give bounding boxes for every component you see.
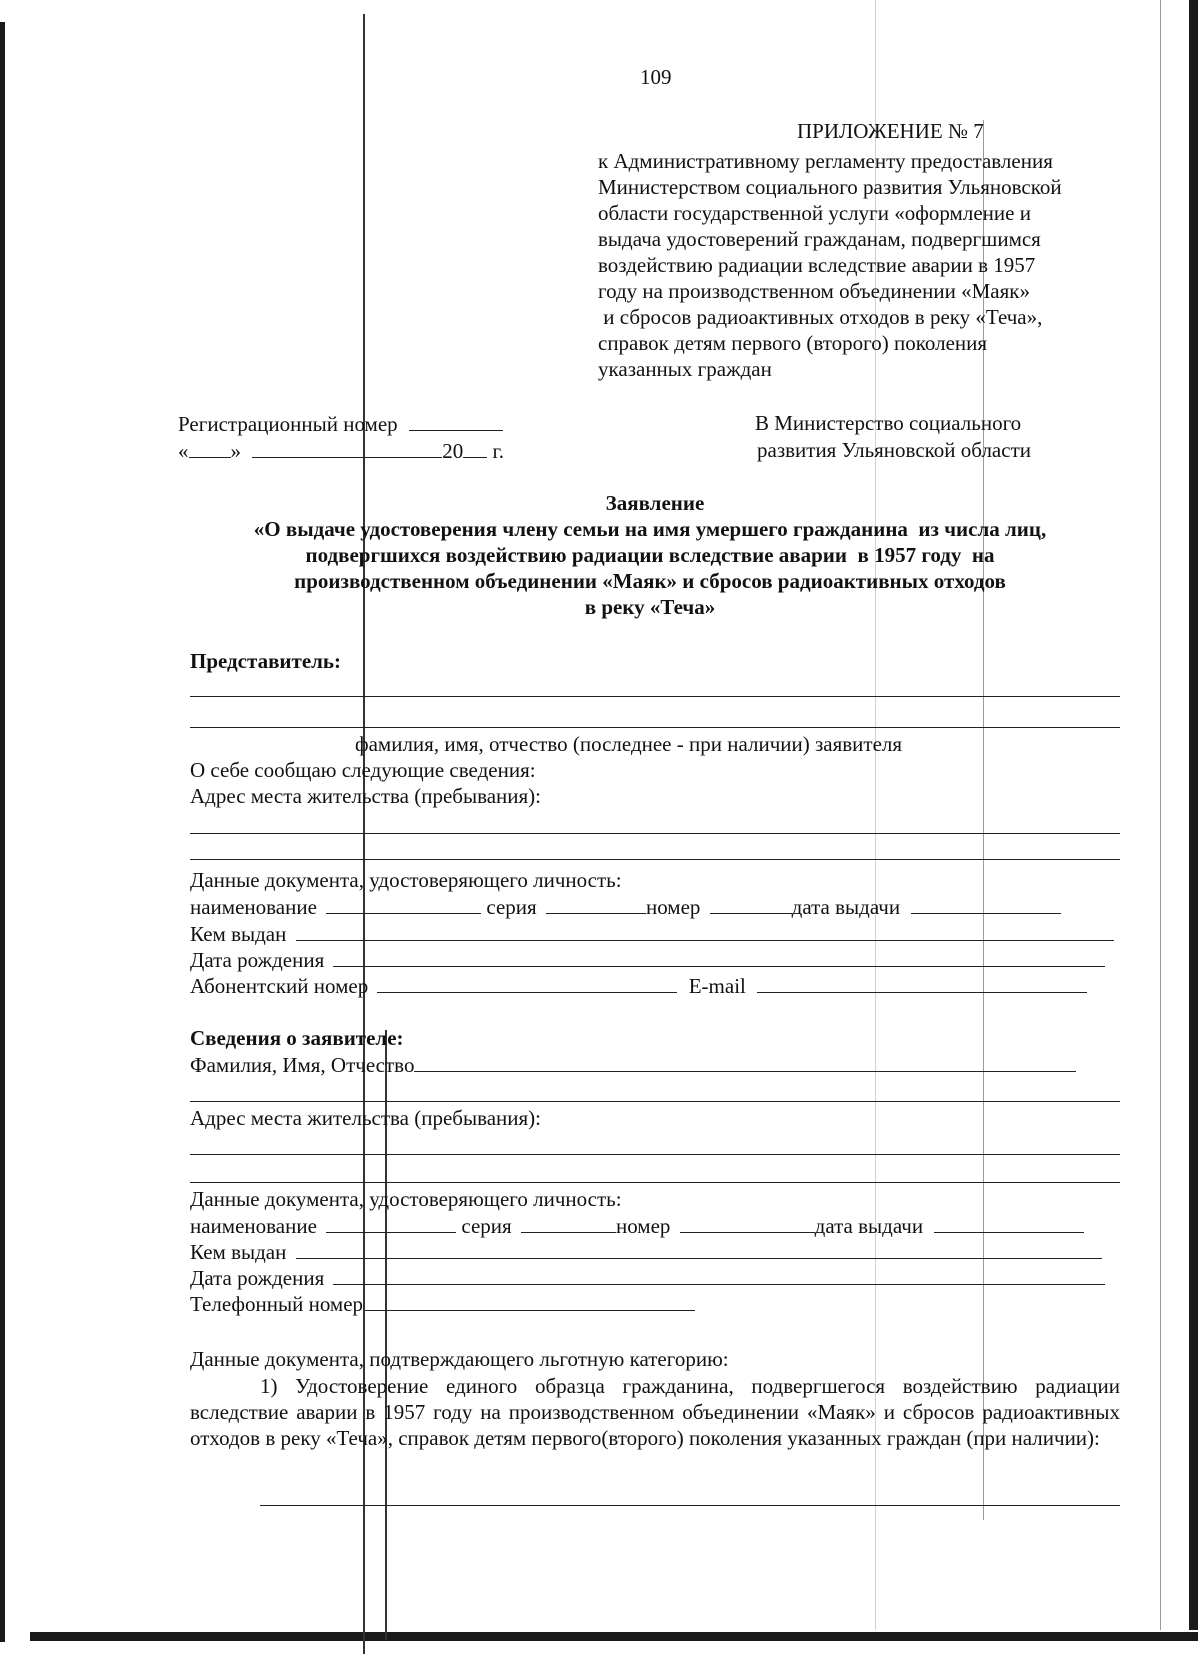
applicant-birth-row [190,1264,1105,1291]
about-self-label: О себе сообщаю следующие сведения: [190,758,536,782]
applicant-doc-issue-date-label: дата выдачи [814,1214,924,1238]
representative-birth-row [190,946,1105,973]
registration-number-field[interactable] [409,410,503,431]
applicant-address-label: Адрес места жительства (пребывания): [190,1106,542,1130]
issued-by-label: Кем выдан [190,922,287,946]
applicant-doc-series-label: серия [461,1214,512,1238]
appendix-line: области государственной услуги «оформление и [598,201,1031,225]
applicant-doc-series-field[interactable] [521,1212,616,1233]
applicant-doc-issue-date-field[interactable] [934,1212,1084,1233]
applicant-issued-by-row [190,1238,1102,1265]
doc-number-label: номер [645,895,701,919]
benefit-document-field[interactable] [260,1505,1120,1506]
doc-name-field[interactable] [326,893,481,914]
doc-series-label: серия [486,895,537,919]
date-close-quote: » [230,439,241,463]
registration-number-label: Регистрационный номер [178,412,398,436]
applicant-phone-label: Телефонный номер [190,1292,364,1316]
registration-year-suffix: г. [487,439,504,463]
doc-series-field[interactable] [546,893,646,914]
statement-line-4: в реку «Теча» [584,595,716,619]
representative-doc-row [190,893,1061,920]
applicant-fio-row [190,1051,1076,1078]
addressee-line-1: В Министерство социального [755,411,1022,435]
registration-date-row [178,437,504,464]
appendix-line: году на производственном объединении «Маяк» [598,279,1030,303]
applicant-doc-name-label: наименование [190,1214,317,1238]
doc-name-label: наименование [190,895,317,919]
applicant-doc-name-field[interactable] [326,1212,456,1233]
appendix-line: выдача удостоверений гражданам, подвергшимся [598,227,1041,251]
appendix-line: указанных граждан [598,357,772,381]
representative-issued-by-row [190,920,1114,947]
representative-doc-heading: Данные документа, удостоверяющего личность: [190,868,622,892]
appendix-title: ПРИЛОЖЕНИЕ № 7 [797,119,984,143]
email-label: E-mail [688,974,746,998]
appendix-line: Министерством социального развития Ульяновской [598,175,1062,199]
date-open-quote: « [178,439,189,463]
statement-title: Заявление [605,491,705,515]
representative-heading: Представитель: [190,649,342,673]
applicant-birth-date-label: Дата рождения [190,1266,325,1290]
statement-line-1: «О выдаче удостоверения члену семьи на имя умершего гражданина из числа лиц, [253,517,1047,541]
scan-left-edge [0,22,5,1642]
birth-date-field[interactable] [333,946,1105,967]
applicant-fio-field[interactable] [414,1051,1076,1072]
registration-number-row [178,410,503,437]
representative-name-line-1[interactable] [190,696,1120,697]
benefit-heading: Данные документа, подтверждающего льготную категорию: [190,1347,729,1371]
applicant-heading: Сведения о заявителе: [190,1026,404,1050]
representative-address-line-1[interactable] [190,833,1120,834]
birth-date-label: Дата рождения [190,948,325,972]
statement-line-3: производственном объединении «Маяк» и сбросов радиоактивных отходов [294,569,1006,593]
registration-month-field[interactable] [252,437,442,458]
email-field[interactable] [757,972,1087,993]
addressee-line-2: развития Ульяновской области [757,438,1031,462]
applicant-issued-by-field[interactable] [296,1238,1102,1259]
applicant-address-line-1[interactable] [190,1154,1120,1155]
scan-bottom-edge [30,1632,1198,1641]
subscriber-number-field[interactable] [377,972,677,993]
registration-year-field[interactable] [463,437,487,458]
applicant-birth-date-field[interactable] [333,1264,1105,1285]
applicant-doc-number-field[interactable] [680,1212,815,1233]
applicant-doc-heading: Данные документа, удостоверяющего личность: [190,1187,622,1211]
applicant-address-line-2[interactable] [190,1182,1120,1183]
applicant-doc-row [190,1212,1084,1239]
representative-name-caption: фамилия, имя, отчество (последнее - при наличии) заявителя [355,732,903,756]
doc-issue-date-field[interactable] [911,893,1061,914]
representative-address-line-2[interactable] [190,859,1120,860]
scan-right-edge [1189,0,1198,1630]
subscriber-number-label: Абонентский номер [190,974,369,998]
representative-name-line-2[interactable] [190,727,1120,728]
issued-by-field[interactable] [296,920,1114,941]
scan-fold-line-far-right [1160,0,1161,1630]
applicant-phone-row [190,1290,695,1317]
applicant-doc-number-label: номер [615,1214,671,1238]
appendix-text [598,148,1118,382]
applicant-phone-field[interactable] [365,1290,695,1311]
doc-issue-date-label: дата выдачи [791,895,901,919]
benefit-item-1: 1) Удостоверение единого образца гражданина, подвергшегося воздействию радиации вследствие аварии в 1957 году на производственном объединении «Маяк» и сбросов радиоактивных отходов в реку «Теча», справок детям первого(второго) поколения указанных граждан (при наличии): [190,1374,1120,1450]
appendix-line: воздействию радиации вследствие аварии в 1957 [598,253,1036,277]
applicant-issued-by-label: Кем выдан [190,1240,287,1264]
statement-line-2: подвергшихся воздействию радиации вследствие аварии в 1957 году на [305,543,995,567]
representative-contact-row [190,972,1087,999]
applicant-fio-label: Фамилия, Имя, Отчество [190,1053,415,1077]
appendix-line: и сбросов радиоактивных отходов в реку «Теча», [598,305,1043,329]
doc-number-field[interactable] [710,893,792,914]
representative-address-label: Адрес места жительства (пребывания): [190,784,542,808]
applicant-fio-line-2[interactable] [190,1101,1120,1102]
page-number: 109 [640,65,672,89]
appendix-line: к Административному регламенту предоставления [598,149,1053,173]
appendix-line: справок детям первого (второго) поколения [598,331,988,355]
registration-day-field[interactable] [189,437,231,458]
registration-year-prefix: 20 [442,439,464,463]
